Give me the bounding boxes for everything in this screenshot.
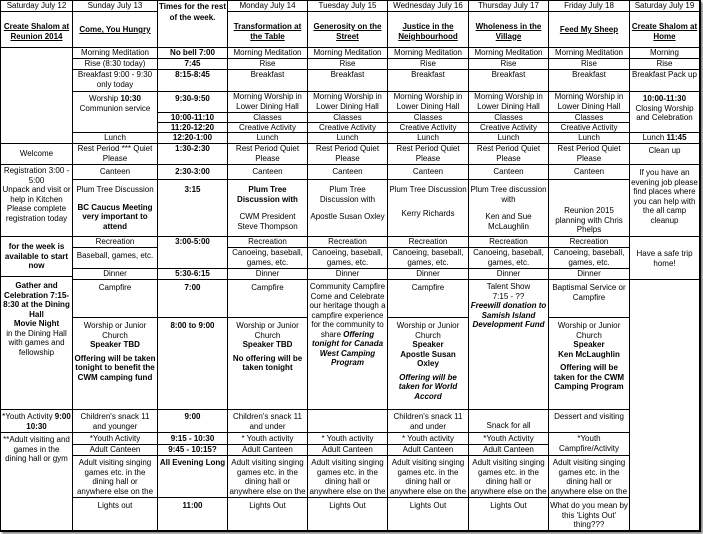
sat19-closing-time: 10:00-11:30 [642,94,687,103]
sun-rise: Rise (8:30 today) [73,59,158,70]
mon-snack: Children's snack 11 and under [228,410,308,433]
wed-youth: * Youth activity [388,433,469,445]
wed-canteen: Canteen [388,165,469,180]
time-canteen: 2:30-3:00 [158,165,228,180]
tue-plum: Plum Tree Discussion with [319,185,376,204]
thu-talent: Talent Show [486,282,531,291]
sat19-evening: If you have an evening job please find places where you can help with the all camp cleanup [630,165,700,237]
time-recreation: 3:00-5:00 [158,237,228,269]
header-thu-17: Thursday July 17 [469,1,549,12]
header-sat-12: Saturday July 12 [1,1,73,12]
sun-campfire: Campfire [73,280,158,318]
fri-rest: Rest Period Quiet Please [549,144,630,165]
tue-creative: Creative Activity [308,123,388,133]
tue-rec-games: Canoeing, baseball, games, etc. [308,248,388,269]
tue-meditation: Morning Meditation [308,48,388,59]
wed-plum: Plum Tree Discussion [389,185,467,194]
fri-canteen: Canteen [549,165,630,180]
sun-worship-label: Worship [89,94,121,103]
header-sun-13: Sunday July 13 [73,1,158,12]
thu-youth: *Youth Activity [469,433,549,445]
sat19-trip: Have a safe trip home! [630,237,700,280]
tue-lights: Lights Out [308,498,388,531]
thu-rest: Rest Period Quiet Please [469,144,549,165]
wed-rec-games: Canoeing, baseball, games, etc. [388,248,469,269]
sun-youth: *Youth Activity [73,433,158,445]
wed-rest: Rest Period Quiet Please [388,144,469,165]
tue-campfire [308,280,388,410]
wed-dinner: Dinner [388,269,469,280]
sun-plum-cell [73,180,158,237]
thu-plum-cell [469,180,549,237]
thu-dinner: Dinner [469,269,549,280]
sat19-cleanup: Clean up [630,144,700,165]
sat12-youth-time: 9:00 10:30 [26,412,71,431]
time-breakfast: 8:15-8:45 [158,70,228,92]
sun-rec-games: Baseball, games, etc. [73,248,158,269]
sun-plum: Plum Tree Discussion [76,185,154,194]
sat19-blank [630,280,700,531]
fri-campfire: Baptismal Service or Campfire [549,280,630,318]
sun-worship [73,92,158,133]
wed-lights: Lights Out [388,498,469,531]
tue-lunch: Lunch [308,133,388,144]
wed-worship-junior: Worship or Junior Church [396,321,460,340]
thu-canteen: Canteen [469,165,549,180]
wed-recreation: Recreation [388,237,469,248]
fri-offering: Offering will be taken for the CWM Camping Program [553,363,625,391]
mon-recreation: Recreation [228,237,308,248]
tue-recreation: Recreation [308,237,388,248]
time-adult-canteen: 9:45 - 10:15? [158,445,228,456]
tue-dinner: Dinner [308,269,388,280]
thu-classes: Classes [469,113,549,123]
mon-rest: Rest Period Quiet Please [228,144,308,165]
time-plum: 3:15 [158,180,228,237]
time-snack: 9:00 [158,410,228,433]
fri-reunion: Reunion 2015 planning with Chris Phelps [549,180,630,237]
mon-adult-visit: Adult visiting singing games etc. in the dining hall or anywhere else on the [228,456,308,498]
time-creative: 11:20-12:20 [158,123,228,133]
thu-talent-time: 7:15 - ?? [492,291,525,301]
thu-lights: Lights Out [469,498,549,531]
thu-speakers: Ken and Sue McLaughlin [485,212,532,231]
sun-canteen: Canteen [73,165,158,180]
wed-speaker-name: Kerry Richards [401,208,455,218]
tue-campfire-text: Community Campfire Come and Celebrate our heritage though a campfire experience for the community to share [309,282,386,339]
wed-plum-cell [388,180,469,237]
header-times: Times for the rest of the week. [158,1,228,48]
sun-snack: Children's snack 11 and younger [73,410,158,433]
sat19-lunch-label: Lunch [642,133,667,142]
mon-worship-junior-cell [228,318,308,410]
wed-speaker: Apostle Susan Oxley [400,349,456,368]
wed-lunch: Lunch [388,133,469,144]
mon-plum-cell [228,180,308,237]
wed-worship-junior-cell [388,318,469,410]
mon-rec-games: Canoeing, baseball, games, etc. [228,248,308,269]
header-fri-18: Friday July 18 [549,1,630,12]
mon-creative: Creative Activity [228,123,308,133]
mon-lunch: Lunch [228,133,308,144]
time-rest: 1:30-2:30 [158,144,228,165]
fri-lunch: Lunch [549,133,630,144]
sun-offering: Offering will be taken tonight to benefit the CWM camping fund [74,353,156,382]
fri-worship: Morning Worship in Lower Dining Hall [549,92,630,113]
sat12-movie-sub: in the Dining Hall with games and fellowship [6,328,67,357]
fri-dinner: Dinner [549,269,630,280]
thu-recreation: Recreation [469,237,549,248]
sat12-gather: Gather and Celebration 7:15-8:30 at the Dining Hall [3,281,70,319]
sun-meditation: Morning Meditation [73,48,158,59]
thu-plum: Plum Tree discussion with [470,185,547,204]
tue-worship: Morning Worship in Lower Dining Hall [308,92,388,113]
sat19-rise: Rise [630,59,700,70]
time-classes: 10:00-11:10 [158,113,228,123]
fri-dessert: Dessert and visiting [549,410,630,433]
mon-dinner: Dinner [228,269,308,280]
title-sat-12: Create Shalom at Reunion 2014 [1,12,73,48]
wed-adult-visit: Adult visiting singing games etc. in the dining hall or anywhere else on the [388,456,469,498]
thu-breakfast: Breakfast [469,70,549,92]
time-lunch: 12:20-1:00 [158,133,228,144]
sun-dinner: Dinner [73,269,158,280]
tue-snack-blank [308,410,388,433]
wed-offering: Offering will be taken for World Accord [398,372,458,401]
fri-breakfast: Breakfast [549,70,630,92]
time-worship: 9:30-9:50 [158,92,228,113]
sat19-closing-cell [630,92,700,133]
fri-recreation: Recreation [549,237,630,248]
sun-caucus: BC Caucus Meeting very important to attend [77,202,153,231]
thu-rise: Rise [469,59,549,70]
sat19-meditation: Morning [630,48,700,59]
thu-adult-canteen: Adult Canteen [469,445,549,456]
sat12-evening-cell [1,277,73,410]
thu-offering: Freewill donation to Samish Island Development Fund [470,301,547,329]
sun-adult-canteen: Adult Canteen [73,445,158,456]
title-sat-19: Create Shalom at Home [630,12,700,48]
fri-worship-junior-cell [549,318,630,410]
mon-breakfast: Breakfast [228,70,308,92]
wed-creative: Creative Activity [388,123,469,133]
sun-rest: Rest Period *** Quiet Please [73,144,158,165]
title-sun-13: Come, You Hungry [73,12,158,48]
sun-lights: Lights out [73,498,158,531]
sun-worship-sub: Communion service [79,103,151,113]
mon-plum: Plum Tree Discussion with [237,185,298,204]
wed-meditation: Morning Meditation [388,48,469,59]
mon-lights: Lights Out [228,498,308,531]
title-thu-17: Wholeness in the Village [469,12,549,48]
sat12-blank [1,48,73,144]
mon-adult-canteen: Adult Canteen [228,445,308,456]
title-fri-18: Feed My Sheep [549,12,630,48]
mon-worship-junior: Worship or Junior Church [236,321,299,340]
wed-adult-canteen: Adult Canteen [388,445,469,456]
sat12-registration-cell [1,165,73,237]
time-dinner: 5:30-6:15 [158,269,228,280]
thu-creative: Creative Activity [469,123,549,133]
tue-classes: Classes [308,113,388,123]
sat12-welcome: Welcome [1,144,73,165]
sat19-breakfast: Breakfast Pack up [630,70,700,92]
fri-adult-visit: Adult visiting singing games etc. in the dining hall or anywhere else on the [549,456,630,498]
sun-breakfast: Breakfast 9:00 - 9:30 only today [73,70,158,92]
fri-speaker: Ken McLaughlin [558,349,620,359]
fri-youth: *Youth Campfire/Activity [549,433,630,456]
tue-rise: Rise [308,59,388,70]
header-sat-19: Saturday July 19 [630,1,700,12]
tue-plum-cell [308,180,388,237]
fri-rise: Rise [549,59,630,70]
wed-campfire: Campfire [388,280,469,318]
fri-rec-games: Canoeing, baseball, games, etc. [549,248,630,269]
time-worship-evening: 8:00 to 9:00 [158,318,228,410]
tue-adult-visit: Adult visiting singing games etc. in the dining hall or anywhere else on the [308,456,388,498]
tue-youth: * Youth activity [308,433,388,445]
sat12-registration: Registration 3:00 - 5:00 [3,166,70,185]
time-lights: 11:00 [158,498,228,531]
wed-worship: Morning Worship in Lower Dining Hall [388,92,469,113]
mon-campfire: Campfire [228,280,308,318]
sun-worship-junior: Worship or Junior Church [83,321,147,340]
wed-breakfast: Breakfast [388,70,469,92]
mon-meditation: Morning Meditation [228,48,308,59]
tue-adult-canteen: Adult Canteen [308,445,388,456]
time-nobell: No bell 7:00 [158,48,228,59]
mon-canteen: Canteen [228,165,308,180]
sat19-closing: Closing Worship and Celebration [635,103,694,122]
sun-recreation: Recreation [73,237,158,248]
mon-rise: Rise [228,59,308,70]
mon-youth: * Youth activity [228,433,308,445]
fri-meditation: Morning Meditation [549,48,630,59]
thu-worship: Morning Worship in Lower Dining Hall [469,92,549,113]
sat12-adult-visit: **Adult visiting and games in the dining hall or gym [1,433,73,531]
sun-lunch: Lunch [73,133,158,144]
thu-rec-games: Canoeing, baseball, games, etc. [469,248,549,269]
wed-speaker-label: Speaker [412,340,444,349]
tue-rest: Rest Period Quiet Please [308,144,388,165]
sat12-unpack: Unpack and visit or help in Kitchen Please complete registration today [2,185,71,223]
tue-campfire-offering: Offering tonight for Canada West Camping Program [311,329,384,367]
sun-adult-visit: Adult visiting singing games etc. in the dining hall or anywhere else on the [73,456,158,498]
time-rise: 7:45 [158,59,228,70]
mon-no-offering: No offering will be taken tonight [232,353,303,372]
header-tue-15: Tuesday July 15 [308,1,388,12]
header-wed-16: Wednesday July 16 [388,1,469,12]
sun-worship-time: 10:30 [120,94,141,103]
fri-creative: Creative Activity [549,123,630,133]
wed-classes: Classes [388,113,469,123]
sat12-movie: Movie Night [13,319,60,328]
sun-speaker: Speaker TBD [90,340,140,349]
sat19-lunch-time: 11:45 [666,133,687,142]
title-tue-15: Generosity on the Street [308,12,388,48]
fri-speaker-label: Speaker [573,340,605,349]
fri-classes: Classes [549,113,630,123]
thu-meditation: Morning Meditation [469,48,549,59]
thu-talent-cell [469,280,549,410]
sun-worship-junior-cell [73,318,158,410]
thu-lunch: Lunch [469,133,549,144]
fri-worship-junior: Worship or Junior Church [557,321,621,340]
thu-snack: Snack for all [469,410,549,433]
fri-lights: What do you mean by this 'Lights Out' thing??? [549,498,630,531]
thu-adult-visit: Adult visiting singing games etc. in the dining hall or anywhere else on the [469,456,549,498]
tue-canteen: Canteen [308,165,388,180]
sat12-for-week: for the week is available to start now [1,237,73,277]
title-wed-16: Justice in the Neighbourhood [388,12,469,48]
tue-breakfast: Breakfast [308,70,388,92]
sat12-youth-label: *Youth Activity [2,412,55,421]
header-mon-14: Monday July 14 [228,1,308,12]
mon-classes: Classes [228,113,308,123]
mon-president: CWM President Steve Thompson [237,212,298,231]
wed-rise: Rise [388,59,469,70]
mon-worship: Morning Worship in Lower Dining Hall [228,92,308,113]
time-youth: 9:15 - 10:30 [158,433,228,445]
title-mon-14: Transformation at the Table [228,12,308,48]
sat19-lunch [630,133,700,144]
wed-snack: Children's snack 11 and under [388,410,469,433]
time-campfire: 7:00 [158,280,228,318]
mon-speaker: Speaker TBD [242,340,293,349]
sat12-youth [1,410,73,433]
tue-speaker: Apostle Susan Oxley [310,212,385,221]
time-adult-visit: All Evening Long [158,456,228,498]
